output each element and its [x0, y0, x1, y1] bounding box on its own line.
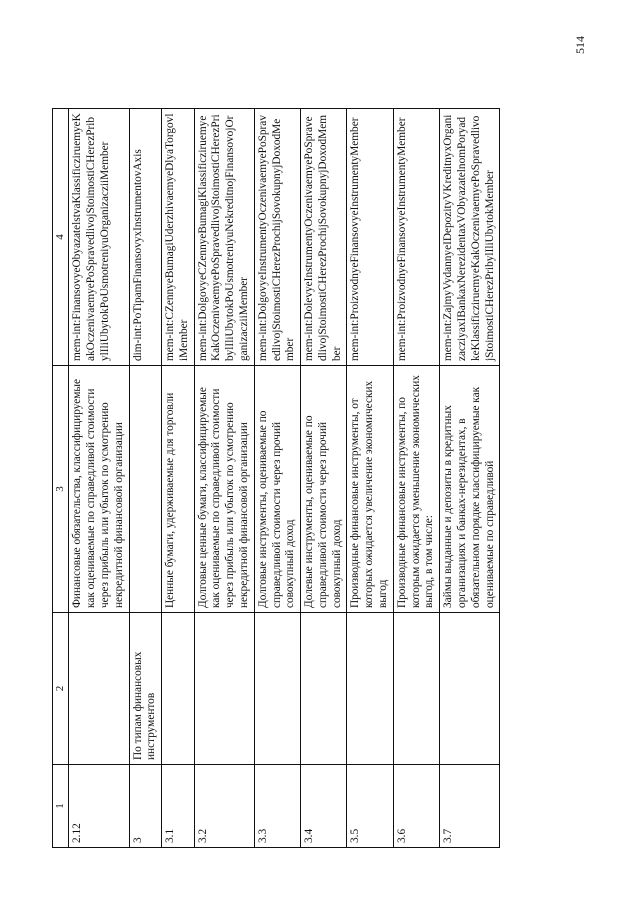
row-number: 3.2 [194, 765, 254, 848]
row-number: 3.3 [254, 765, 300, 848]
row-type [347, 613, 393, 765]
header-col-2: 2 [53, 613, 69, 765]
row-type: По типам финансовых инструментов [129, 613, 162, 765]
row-code: dim-int:PoTipamFinansovyxInstrumentovAxis [129, 109, 162, 366]
row-type [254, 613, 300, 765]
row-type [194, 613, 254, 765]
row-code: mem-int:FinansovyeObyazatelstvaKlassificziruemyeKakOczenivaemyePoSpravedlivojStoimostiCHerezPribylIliUbytokPoUsmotreniyuOrganizacziiMember [69, 109, 129, 366]
table-row [254, 109, 300, 848]
table-row [301, 109, 347, 848]
header-col-4: 4 [53, 109, 69, 366]
row-type [162, 613, 195, 765]
table-row [162, 109, 195, 848]
rotated-page [52, 108, 592, 848]
table-row [347, 109, 393, 848]
row-type [440, 613, 500, 765]
row-number: 3.4 [301, 765, 347, 848]
row-code: mem-int:ProizvodnyeFinansovyeInstrumentyMember [347, 109, 393, 366]
row-number: 3.6 [393, 765, 439, 848]
row-description: Производные финансовые инструменты, от которых ожидается увеличение экономических выгод [347, 366, 393, 613]
row-code: mem-int:ZajmyVydannyeIDepozityVKreditnyxOrganizacziyaxIBankaxNerezidentaxVObyazatelnomPoryadkeKlassificziruemyeKakOczenivaemyePoSpravedlivojStoimostiCHerezPribylIliUbytokMember [440, 109, 500, 366]
row-number: 3 [129, 765, 162, 848]
row-description: Долговые ценные бумаги, классифицируемые как оцениваемые по справедливой стоимости через прибыль или убыток по усмотрению некредитной финансовой организации [194, 366, 254, 613]
row-code: mem-int:DolevyeInstrumentyOczenivaemyePoSpravedlivojStoimostiCHerezProchijSovokupnyjDoxodMember [301, 109, 347, 366]
header-col-1: 1 [53, 765, 69, 848]
row-type [301, 613, 347, 765]
row-type [69, 613, 129, 765]
table-row [194, 109, 254, 848]
row-code: mem-int:DolgovyeCZennyeBumagiKlassificziruemyeKakOczenivaemyePoSpravedlivojStoimostiCHerezPribylIliUbytokPoUsmotreniyuNekreditnojFinansovojOrganizacziiMember [194, 109, 254, 366]
table-header-row [53, 109, 69, 848]
table-row [129, 109, 162, 848]
table-row [440, 109, 500, 848]
row-number: 2.12 [69, 765, 129, 848]
row-description: Долговые инструменты, оцениваемые по справедливой стоимости через прочий совокупный доход [254, 366, 300, 613]
row-code: mem-int:ProizvodnyeFinansovyeInstrumentyMember [393, 109, 439, 366]
row-number: 3.5 [347, 765, 393, 848]
row-description [129, 366, 162, 613]
header-col-3: 3 [53, 366, 69, 613]
row-number: 3.1 [162, 765, 195, 848]
row-description: Производные финансовые инструменты, по которым ожидается уменьшение экономических выгод, в том числе: [393, 366, 439, 613]
row-type [393, 613, 439, 765]
table-row [69, 109, 129, 848]
page-number: 514 [573, 36, 587, 54]
row-description: Займы выданные и депозиты в кредитных организациях и банках-нерезидентах, в обязательном порядке классифицируемые как оцениваемые по справедливой [440, 366, 500, 613]
table-row [393, 109, 439, 848]
row-description: Долевые инструменты, оцениваемые по справедливой стоимости через прочий совокупный доход [301, 366, 347, 613]
row-code: mem-int:DolgovyeInstrumentyOczenivaemyePoSpravedlivojStoimostiCHerezProchijSovokupnyjDoxodMember [254, 109, 300, 366]
row-code: mem-int:CZennyeBumagiUderzhivaemyeDlyaTorgovliMember [162, 109, 195, 366]
row-description: Ценные бумаги, удерживаемые для торговли [162, 366, 195, 613]
row-number: 3.7 [440, 765, 500, 848]
row-description: Финансовые обязательства, классифицируемые как оцениваемые по справедливой стоимости через прибыль или убыток по усмотрению некредитной финансовой организации [69, 366, 129, 613]
document-table [52, 108, 500, 848]
